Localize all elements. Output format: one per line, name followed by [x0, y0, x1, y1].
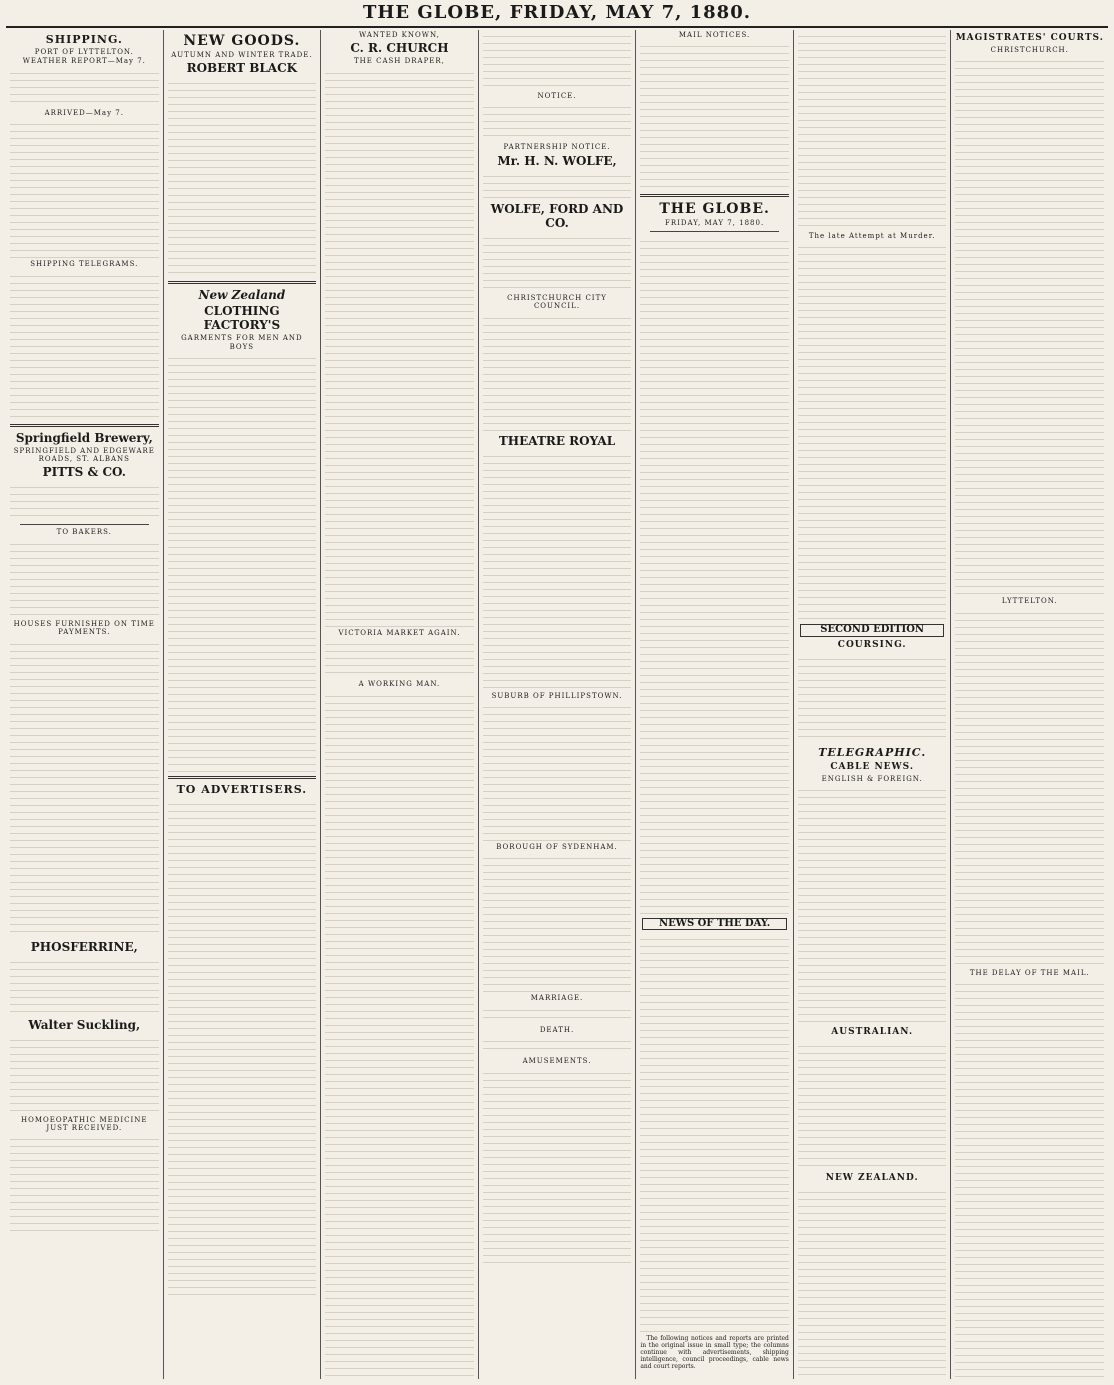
pitts-ad: PITTS & CO.	[42, 465, 126, 480]
phosferrine-ad: PHOSFERRINE,	[30, 939, 138, 954]
subheading-port: PORT OF LYTTELTON.	[34, 48, 134, 56]
text-block	[798, 241, 947, 621]
text-block	[483, 1004, 632, 1024]
divider	[168, 281, 317, 284]
text-block	[10, 956, 159, 1016]
autumn-trade: AUTUMN AND WINTER TRADE.	[171, 51, 313, 59]
new-zealand: New Zealand	[198, 288, 286, 303]
column-7	[950, 30, 1108, 1379]
english-foreign: ENGLISH & FOREIGN.	[821, 774, 923, 783]
text-block	[10, 481, 159, 521]
text-block	[10, 270, 159, 420]
text-block	[325, 638, 474, 678]
text-block	[483, 701, 632, 841]
text-block	[10, 538, 159, 618]
text-block	[798, 784, 947, 1024]
text-block	[10, 638, 159, 938]
houses-ad: HOUSES FURNISHED ON TIME PAYMENTS.	[13, 619, 155, 637]
text-block	[483, 312, 632, 432]
wolfe: Mr. H. N. WOLFE,	[497, 153, 617, 168]
delay-of-mail: THE DELAY OF THE MAIL.	[969, 968, 1090, 977]
text-block	[483, 101, 632, 141]
column-3	[320, 30, 478, 1379]
wolfe-ford: WOLFE, FORD AND CO.	[490, 201, 624, 230]
theatre-royal: THEATRE ROYAL	[498, 433, 616, 448]
text-block	[168, 352, 317, 772]
clothing-factory: CLOTHING FACTORY'S	[203, 304, 281, 333]
text-block	[955, 978, 1104, 1378]
sydenham: BOROUGH OF SYDENHAM.	[496, 843, 618, 852]
text-block	[325, 690, 474, 1379]
new-goods: NEW GOODS.	[183, 33, 301, 49]
phillipstown: SUBURB OF PHILLIPSTOWN.	[491, 691, 623, 700]
column-6	[793, 30, 951, 1379]
homoeopathic-ad: HOMOEOPATHIC MEDICINE JUST RECEIVED.	[21, 1115, 148, 1133]
brewery-ad: Springfield Brewery,	[15, 430, 153, 445]
text-block	[483, 1067, 632, 1267]
magistrates-courts: MAGISTRATES' COURTS.	[955, 33, 1104, 43]
victoria-market: VICTORIA MARKET AGAIN.	[338, 628, 461, 637]
text-block	[325, 67, 474, 627]
death: DEATH.	[539, 1025, 575, 1034]
marriage: MARRIAGE.	[530, 994, 584, 1003]
masthead: THE GLOBE, FRIDAY, MAY 7, 1880.	[6, 0, 1108, 28]
text-block	[483, 852, 632, 992]
text-block	[798, 1040, 947, 1170]
amusements: AMUSEMENTS.	[522, 1057, 592, 1066]
cable-news: CABLE NEWS.	[830, 761, 914, 772]
text-block	[10, 67, 159, 107]
body-note: The following notices and reports are printed in the original issue in small type; the columns continue with advertisements, shipping intelligence, council proceedings, cable news and court reports.	[640, 1335, 789, 1371]
christchurch: CHRISTCHURCH.	[990, 46, 1069, 54]
bakers-ad: TO BAKERS.	[56, 528, 112, 537]
text-block	[10, 1133, 159, 1233]
text-block	[168, 77, 317, 277]
column-1	[6, 30, 163, 1379]
weather-report: WEATHER REPORT—May 7.	[22, 57, 146, 66]
coursing: COURSING.	[837, 639, 907, 650]
columns	[6, 30, 1108, 1379]
church-ad: C. R. CHURCH	[350, 41, 449, 56]
divider	[640, 194, 789, 197]
partnership: PARTNERSHIP NOTICE.	[503, 143, 611, 152]
text-block	[798, 30, 947, 230]
arrived: ARRIVED—May 7.	[44, 108, 124, 117]
australian: AUSTRALIAN.	[831, 1027, 914, 1038]
heading-shipping: SHIPPING.	[45, 33, 123, 46]
text-block	[955, 607, 1104, 967]
cash-draper: THE CASH DRAPER,	[353, 57, 445, 66]
text-block	[483, 1035, 632, 1055]
second-edition: SECOND EDITION	[800, 624, 945, 636]
text-block	[483, 30, 632, 90]
divider	[650, 231, 779, 232]
the-globe: THE GLOBE.	[659, 201, 770, 218]
new-zealand: NEW ZEALAND.	[825, 1173, 919, 1184]
column-4	[478, 30, 636, 1379]
wanted-known: WANTED KNOWN,	[359, 31, 440, 39]
text-block	[168, 798, 317, 1298]
divider	[168, 776, 317, 779]
garments: GARMENTS FOR MEN AND BOYS	[181, 334, 303, 351]
brewery-address: SPRINGFIELD AND EDGEWARE ROADS, ST. ALBANS	[13, 446, 155, 464]
text-block	[955, 55, 1104, 595]
text-block	[798, 1186, 947, 1379]
text-block	[483, 232, 632, 292]
issue-date: FRIDAY, MAY 7, 1880.	[665, 219, 765, 228]
text-block	[798, 653, 947, 743]
to-advertisers: TO ADVERTISERS.	[176, 783, 308, 797]
text-block	[483, 170, 632, 200]
editorial-text	[640, 235, 789, 915]
suckling-ad: Walter Suckling,	[28, 1017, 141, 1032]
mail-notices: MAIL NOTICES.	[678, 31, 751, 39]
shipping-telegrams: SHIPPING TELEGRAMS.	[30, 260, 139, 269]
lyttelton: LYTTELTON.	[1001, 597, 1058, 606]
working-man: A WORKING MAN.	[358, 680, 441, 689]
robert-black: ROBERT BLACK	[186, 61, 298, 76]
column-2	[163, 30, 321, 1379]
text-block	[640, 40, 789, 190]
news-of-the-day: NEWS OF THE DAY.	[642, 918, 787, 930]
notice: NOTICE.	[537, 92, 577, 100]
city-council: CHRISTCHURCH CITY COUNCIL.	[507, 293, 607, 311]
text-block	[483, 450, 632, 690]
attempt-at-murder: The late Attempt at Murder.	[808, 232, 936, 240]
text-block	[10, 1034, 159, 1114]
text-block	[640, 933, 789, 1333]
divider	[20, 524, 149, 525]
text-block	[10, 118, 159, 258]
column-5	[635, 30, 793, 1379]
divider	[10, 424, 159, 427]
telegraphic: TELEGRAPHIC.	[818, 745, 927, 759]
